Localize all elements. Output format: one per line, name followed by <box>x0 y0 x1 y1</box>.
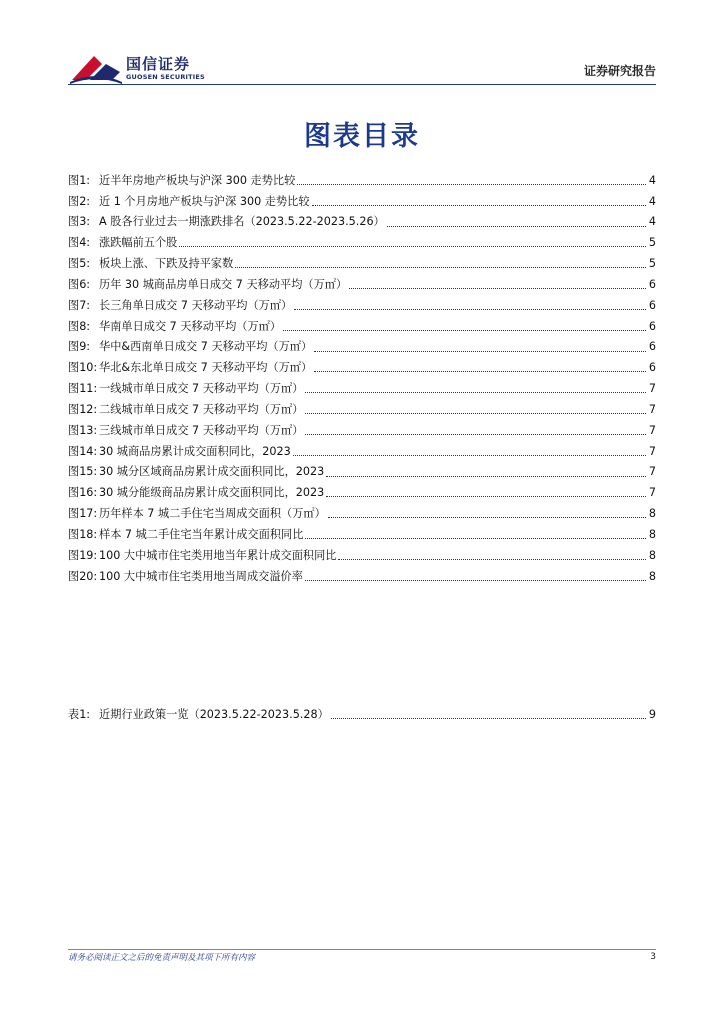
toc-entry-figure[interactable] <box>68 399 656 420</box>
toc-entry-page: 7 <box>648 486 656 500</box>
toc-title: 图表目录 <box>304 121 420 152</box>
toc-entry-table[interactable] <box>68 704 656 725</box>
toc-entry-page: 7 <box>648 423 656 437</box>
toc-dot-leader <box>314 371 646 372</box>
figure-toc-list <box>68 170 656 587</box>
toc-entry-figure[interactable] <box>68 441 656 462</box>
toc-entry-figure[interactable] <box>68 482 656 503</box>
toc-entry-page: 7 <box>648 402 656 416</box>
toc-dot-leader <box>297 184 646 185</box>
toc-entry-page: 7 <box>648 465 656 479</box>
toc-entry-page: 6 <box>648 277 656 291</box>
page-header <box>68 50 656 86</box>
toc-dot-leader <box>387 226 646 227</box>
toc-dot-leader <box>179 246 646 247</box>
toc-entry-figure[interactable] <box>68 524 656 545</box>
toc-entry-figure[interactable] <box>68 503 656 524</box>
toc-entry-title: 华中&西南单日成交 7 天移动平均（万㎡） <box>99 340 313 354</box>
toc-entry-label: 图8: <box>68 319 91 333</box>
guosen-logo <box>68 50 208 86</box>
toc-entry-label: 图11: <box>68 382 98 396</box>
toc-entry-label: 图9: <box>68 340 91 354</box>
logo-english-name: GUOSEN SECURITIES <box>126 73 205 81</box>
toc-entry-title: 30 城分区域商品房累计成交面积同比，2023 <box>99 465 325 479</box>
toc-dot-leader <box>305 538 646 539</box>
toc-dot-leader <box>305 580 646 581</box>
toc-entry-page: 6 <box>648 319 656 333</box>
toc-entry-figure[interactable] <box>68 566 656 587</box>
toc-entry-figure[interactable] <box>68 295 656 316</box>
toc-entry-title: 三线城市单日成交 7 天移动平均（万㎡） <box>99 423 304 437</box>
header-divider <box>68 84 656 85</box>
toc-entry-title: 30 城分能级商品房累计成交面积同比，2023 <box>99 486 325 500</box>
toc-entry-page: 8 <box>648 548 656 562</box>
toc-entry-title: 长三角单日成交 7 天移动平均（万㎡） <box>99 298 293 312</box>
toc-entry-page: 4 <box>648 194 656 208</box>
toc-entry-page: 4 <box>648 173 656 187</box>
toc-entry-page: 8 <box>648 527 656 541</box>
toc-dot-leader <box>235 267 646 268</box>
toc-entry-label: 图19: <box>68 548 98 562</box>
toc-entry-label: 图4: <box>68 236 91 250</box>
toc-entry-title: 近 1 个月房地产板块与沪深 300 走势比较 <box>99 194 310 208</box>
toc-entry-title: 100 大中城市住宅类用地当年累计成交面积同比 <box>99 548 337 562</box>
toc-entry-label: 图20: <box>68 569 98 583</box>
toc-dot-leader <box>305 413 646 414</box>
toc-entry-figure[interactable] <box>68 212 656 233</box>
report-type-label: 证券研究报告 <box>583 64 656 78</box>
toc-entry-label: 图2: <box>68 194 91 208</box>
toc-entry-title: 100 大中城市住宅类用地当周成交溢价率 <box>99 569 303 583</box>
toc-entry-label: 图15: <box>68 465 98 479</box>
toc-entry-figure[interactable] <box>68 191 656 212</box>
toc-entry-title: 样本 7 城二手住宅当年累计成交面积同比 <box>99 527 304 541</box>
toc-entry-figure[interactable] <box>68 420 656 441</box>
table-toc-list <box>68 704 656 725</box>
guosen-logo-icon <box>68 50 124 86</box>
toc-entry-page: 7 <box>648 444 656 458</box>
toc-entry-figure[interactable] <box>68 253 656 274</box>
toc-entry-title: 板块上涨、下跌及持平家数 <box>99 257 234 271</box>
toc-entry-figure[interactable] <box>68 232 656 253</box>
toc-entry-figure[interactable] <box>68 357 656 378</box>
toc-entry-figure[interactable] <box>68 462 656 483</box>
toc-dot-leader <box>294 309 646 310</box>
toc-entry-label: 图17: <box>68 507 98 521</box>
toc-entry-page: 6 <box>648 340 656 354</box>
toc-entry-label: 图14: <box>68 444 98 458</box>
toc-dot-leader <box>283 330 646 331</box>
toc-entry-title: A 股各行业过去一期涨跌排名（2023.5.22-2023.5.26） <box>99 215 385 229</box>
toc-entry-page: 5 <box>648 257 656 271</box>
toc-entry-figure[interactable] <box>68 337 656 358</box>
toc-dot-leader <box>305 392 646 393</box>
toc-entry-figure[interactable] <box>68 316 656 337</box>
toc-entry-label: 图7: <box>68 298 91 312</box>
toc-entry-page: 4 <box>648 215 656 229</box>
toc-dot-leader <box>312 205 646 206</box>
toc-dot-leader <box>338 559 646 560</box>
toc-dot-leader <box>326 476 646 477</box>
toc-entry-title: 近半年房地产板块与沪深 300 走势比较 <box>99 173 296 187</box>
page-number: 3 <box>650 952 656 962</box>
footer-disclaimer: 请务必阅读正文之后的免责声明及其项下所有内容 <box>68 953 256 963</box>
toc-entry-title: 华北&东北单日成交 7 天移动平均（万㎡） <box>99 361 313 375</box>
toc-dot-leader <box>305 434 646 435</box>
toc-dot-leader <box>326 496 646 497</box>
toc-entry-label: 图16: <box>68 486 98 500</box>
toc-entry-page: 8 <box>648 507 656 521</box>
toc-entry-label: 图13: <box>68 423 98 437</box>
toc-entry-label: 图3: <box>68 215 91 229</box>
toc-entry-figure[interactable] <box>68 170 656 191</box>
toc-entry-title: 一线城市单日成交 7 天移动平均（万㎡） <box>99 382 304 396</box>
toc-entry-label: 图1: <box>68 173 91 187</box>
toc-entry-page: 8 <box>648 569 656 583</box>
toc-entry-figure[interactable] <box>68 378 656 399</box>
toc-entry-title: 30 城商品房累计成交面积同比，2023 <box>99 444 291 458</box>
toc-entry-figure[interactable] <box>68 274 656 295</box>
toc-entry-title: 历年样本 7 城二手住宅当周成交面积（万㎡） <box>99 507 326 521</box>
toc-entry-label: 图18: <box>68 527 98 541</box>
toc-dot-leader <box>349 288 646 289</box>
toc-entry-label: 图12: <box>68 402 98 416</box>
toc-entry-title: 近期行业政策一览（2023.5.22-2023.5.28） <box>99 707 329 721</box>
toc-dot-leader <box>328 517 646 518</box>
toc-entry-page: 9 <box>648 707 656 721</box>
toc-entry-label: 表1: <box>68 707 91 721</box>
toc-entry-page: 6 <box>648 361 656 375</box>
toc-entry-title: 涨跌幅前五个股 <box>99 236 178 250</box>
toc-entry-title: 二线城市单日成交 7 天移动平均（万㎡） <box>99 402 304 416</box>
toc-entry-label: 图6: <box>68 277 91 291</box>
toc-entry-page: 7 <box>648 382 656 396</box>
toc-dot-leader <box>293 455 646 456</box>
toc-dot-leader <box>331 718 646 719</box>
toc-entry-page: 6 <box>648 298 656 312</box>
toc-entry-label: 图10: <box>68 361 98 375</box>
toc-entry-title: 历年 30 城商品房单日成交 7 天移动平均（万㎡） <box>99 277 348 291</box>
toc-entry-page: 5 <box>648 236 656 250</box>
logo-chinese-name: 国信证券 <box>126 55 191 73</box>
footer-divider <box>68 949 656 950</box>
toc-entry-figure[interactable] <box>68 545 656 566</box>
toc-dot-leader <box>314 351 646 352</box>
toc-entry-label: 图5: <box>68 257 91 271</box>
toc-entry-title: 华南单日成交 7 天移动平均（万㎡） <box>99 319 282 333</box>
